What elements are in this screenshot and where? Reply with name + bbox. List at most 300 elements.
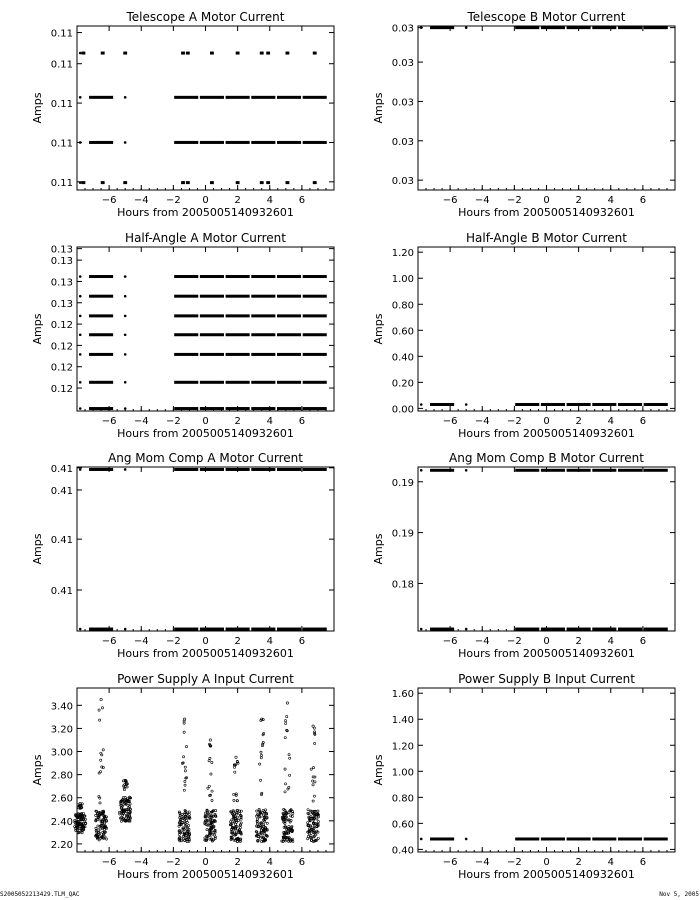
band-dash — [303, 96, 327, 99]
band-dash — [277, 141, 301, 144]
band-dash — [200, 407, 224, 410]
band-dash — [430, 837, 454, 840]
band-dash — [200, 141, 224, 144]
x-tick-label: 2 — [234, 636, 241, 647]
x-tick-label: 4 — [607, 195, 614, 206]
y-tick-label: 1.60 — [391, 689, 414, 701]
x-tick-label: −4 — [133, 857, 149, 868]
data-points — [420, 469, 668, 631]
footer-filename: S2005052213429.TLM_QAC — [0, 891, 80, 898]
scatter-point — [317, 821, 319, 823]
band-mark — [236, 181, 240, 184]
scatter-point — [98, 719, 100, 721]
scatter-point — [100, 819, 102, 821]
band-dash — [515, 837, 539, 840]
scatter-point — [233, 766, 235, 768]
scatter-point — [235, 794, 237, 796]
isolated-point — [79, 295, 82, 298]
band-dash — [89, 468, 113, 471]
scatter-point — [98, 709, 100, 711]
scatter-point — [317, 810, 319, 812]
y-tick-label: 0.13 — [50, 298, 73, 310]
scatter-point — [210, 773, 212, 775]
chart-panel-7 — [31, 672, 334, 881]
band-dash — [430, 628, 454, 631]
band-dash — [303, 314, 327, 317]
band-dash — [567, 26, 591, 29]
band-dash — [251, 295, 275, 298]
scatter-point — [183, 789, 185, 791]
band-dash — [251, 468, 275, 471]
scatter-point — [233, 831, 235, 833]
scatter-point — [262, 814, 264, 816]
y-tick-label: 1.00 — [391, 767, 414, 779]
x-tick-label: −2 — [166, 195, 181, 206]
isolated-point — [124, 181, 127, 184]
chart-title: Power Supply A Input Current — [117, 672, 294, 686]
band-dash — [89, 295, 113, 298]
x-tick-label: −2 — [166, 636, 181, 647]
y-tick-label: 0.41 — [50, 485, 73, 497]
band-dash — [644, 469, 668, 472]
band-dash — [89, 96, 113, 99]
y-tick-label: 0.20 — [391, 378, 414, 390]
band-dash — [303, 468, 327, 471]
scatter-point — [259, 837, 261, 839]
band-dash — [277, 407, 301, 410]
x-tick-label: 6 — [639, 195, 647, 206]
band-dash — [592, 628, 616, 631]
scatter-point — [99, 771, 101, 773]
isolated-point — [420, 628, 423, 631]
scatter-point — [206, 829, 208, 831]
isolated-point — [465, 838, 468, 841]
isolated-point — [79, 468, 82, 471]
band-dash — [226, 628, 250, 631]
band-dash — [89, 314, 113, 317]
scatter-point — [284, 783, 286, 785]
scatter-point — [307, 822, 309, 824]
x-tick-label: 6 — [298, 857, 306, 868]
isolated-point — [79, 315, 82, 318]
isolated-point — [79, 275, 82, 278]
data-points — [79, 275, 327, 410]
x-tick-label: 6 — [298, 416, 306, 427]
x-tick-label: −2 — [166, 857, 181, 868]
x-tick-label: −6 — [101, 636, 117, 647]
band-dash — [277, 353, 301, 356]
y-tick-label: 0.11 — [50, 99, 73, 111]
chart-title: Telescope A Motor Current — [126, 10, 285, 24]
x-tick-label: 2 — [575, 195, 582, 206]
isolated-point — [124, 295, 127, 298]
isolated-point — [465, 469, 468, 472]
band-dash — [200, 96, 224, 99]
y-tick-label: 3.40 — [50, 701, 73, 713]
scatter-point — [95, 814, 97, 816]
band-dash — [226, 96, 250, 99]
band-dash — [277, 628, 301, 631]
y-tick-label: 0.11 — [50, 138, 73, 150]
band-dash — [89, 628, 113, 631]
band-dash — [89, 275, 113, 278]
band-dash — [618, 403, 642, 406]
x-tick-label: −2 — [507, 857, 522, 868]
y-tick-label: 0.11 — [50, 59, 73, 71]
band-dash — [200, 275, 224, 278]
scatter-point — [184, 784, 186, 786]
x-tick-label: 0 — [202, 416, 209, 427]
isolated-point — [79, 181, 82, 184]
chart-title: Ang Mom Comp A Motor Current — [108, 451, 303, 465]
scatter-point — [256, 810, 258, 812]
x-tick-label: 0 — [543, 636, 550, 647]
scatter-point — [184, 770, 186, 772]
band-dash — [174, 295, 198, 298]
band-mark — [266, 181, 270, 184]
scatter-peak-point — [312, 725, 314, 727]
y-tick-label: 0.40 — [391, 352, 414, 364]
scatter-point — [314, 781, 316, 783]
band-dash — [303, 628, 327, 631]
scatter-point — [284, 791, 286, 793]
x-tick-label: 4 — [266, 857, 273, 868]
x-tick-label: 2 — [575, 636, 582, 647]
scatter-peak-point — [235, 756, 237, 758]
band-dash — [277, 275, 301, 278]
x-tick-label: 2 — [234, 416, 241, 427]
y-tick-label: 0.12 — [50, 362, 73, 374]
scatter-point — [233, 799, 235, 801]
y-tick-label: 1.00 — [391, 274, 414, 286]
chart-panel-8 — [372, 672, 675, 881]
band-mark — [101, 52, 105, 55]
y-tick-label: 2.20 — [50, 839, 73, 851]
band-dash — [89, 407, 113, 410]
band-dash — [541, 403, 565, 406]
scatter-point — [185, 746, 187, 748]
y-axis-label: Amps — [372, 754, 385, 786]
scatter-point — [266, 822, 268, 824]
y-tick-label: 0.11 — [50, 28, 73, 40]
y-tick-label: 0.41 — [50, 586, 73, 597]
scatter-point — [284, 736, 286, 738]
y-tick-label: 0.41 — [50, 535, 73, 547]
band-dash — [174, 353, 198, 356]
scatter-point — [307, 809, 309, 811]
band-dash — [515, 26, 539, 29]
x-tick-label: 2 — [234, 195, 241, 206]
x-tick-label: 4 — [266, 416, 273, 427]
y-tick-label: 0.19 — [391, 477, 414, 489]
data-points — [79, 52, 327, 185]
y-tick-label: 2.60 — [50, 793, 73, 805]
y-tick-label: 0.03 — [391, 97, 414, 109]
band-dash — [618, 837, 642, 840]
scatter-point — [100, 759, 102, 761]
scatter-point — [184, 780, 186, 782]
x-tick-label: −2 — [166, 416, 181, 427]
x-tick-label: 4 — [607, 416, 614, 427]
band-dash — [592, 403, 616, 406]
band-dash — [277, 468, 301, 471]
plot-frame — [418, 467, 675, 631]
band-dash — [251, 333, 275, 336]
scatter-point — [215, 809, 217, 811]
band-dash — [174, 407, 198, 410]
chart-title: Half-Angle A Motor Current — [125, 231, 286, 245]
x-tick-label: −6 — [101, 416, 117, 427]
x-tick-label: −6 — [442, 636, 458, 647]
x-tick-label: 2 — [575, 416, 582, 427]
scatter-point — [312, 767, 314, 769]
y-tick-label: 0.13 — [50, 256, 73, 268]
scatter-point — [312, 784, 314, 786]
y-tick-label: 0.18 — [391, 579, 414, 591]
band-mark — [266, 52, 270, 55]
band-mark — [210, 181, 214, 184]
x-tick-label: 2 — [575, 857, 582, 868]
y-tick-label: 0.19 — [391, 528, 414, 540]
band-dash — [251, 275, 275, 278]
scatter-point — [307, 838, 309, 840]
y-axis-label: Amps — [31, 313, 44, 345]
scatter-point — [289, 774, 291, 776]
band-dash — [567, 837, 591, 840]
plot-frame — [418, 688, 675, 852]
scatter-point — [211, 761, 213, 763]
scatter-point — [234, 771, 236, 773]
isolated-point — [124, 381, 127, 384]
scatter-point — [182, 756, 184, 758]
y-tick-label: 0.12 — [50, 320, 73, 332]
y-tick-label: 0.60 — [391, 326, 414, 338]
scatter-point — [314, 742, 316, 744]
band-dash — [251, 407, 275, 410]
x-tick-label: 0 — [202, 857, 209, 868]
y-tick-label: 0.00 — [391, 404, 414, 416]
band-dash — [89, 333, 113, 336]
band-mark — [260, 181, 264, 184]
x-tick-label: −4 — [133, 636, 149, 647]
scatter-point — [208, 760, 210, 762]
isolated-point — [124, 353, 127, 356]
scatter-point — [260, 757, 262, 759]
y-tick-label: 0.40 — [391, 845, 414, 857]
isolated-point — [79, 96, 82, 99]
isolated-point — [420, 403, 423, 406]
isolated-point — [420, 838, 423, 841]
y-tick-label: 2.40 — [50, 816, 73, 828]
scatter-point — [260, 754, 262, 756]
x-tick-label: −6 — [101, 857, 117, 868]
band-dash — [618, 469, 642, 472]
chart-title: Telescope B Motor Current — [467, 10, 626, 24]
x-tick-label: 6 — [298, 195, 306, 206]
band-dash — [174, 381, 198, 384]
band-dash — [200, 333, 224, 336]
y-tick-label: 0.12 — [50, 384, 73, 396]
y-axis-label: Amps — [372, 313, 385, 345]
band-mark — [285, 52, 289, 55]
x-tick-label: −6 — [442, 195, 458, 206]
x-tick-label: 4 — [266, 195, 273, 206]
band-dash — [592, 26, 616, 29]
scatter-point — [259, 779, 261, 781]
scatter-point — [236, 816, 238, 818]
chart-panel-5 — [31, 451, 334, 660]
scatter-point — [256, 823, 258, 825]
isolated-point — [465, 403, 468, 406]
isolated-point — [124, 333, 127, 336]
band-dash — [277, 333, 301, 336]
plot-frame — [418, 26, 675, 190]
x-tick-label: 4 — [266, 636, 273, 647]
band-mark — [186, 181, 190, 184]
band-dash — [515, 628, 539, 631]
isolated-point — [79, 52, 82, 55]
band-dash — [251, 628, 275, 631]
scatter-point — [307, 835, 309, 837]
y-axis-label: Amps — [31, 92, 44, 124]
x-tick-label: 0 — [202, 636, 209, 647]
scatter-point — [260, 751, 262, 753]
band-dash — [251, 141, 275, 144]
band-mark — [313, 52, 317, 55]
y-axis-label: Amps — [372, 92, 385, 124]
band-dash — [644, 403, 668, 406]
y-tick-label: 2.80 — [50, 770, 73, 782]
band-dash — [200, 353, 224, 356]
scatter-point — [211, 799, 213, 801]
x-tick-label: −4 — [474, 416, 490, 427]
band-dash — [200, 468, 224, 471]
x-tick-label: −4 — [474, 857, 490, 868]
x-tick-label: −6 — [442, 416, 458, 427]
scatter-point — [259, 763, 261, 765]
scatter-point — [289, 757, 291, 759]
band-dash — [200, 295, 224, 298]
y-tick-label: 0.60 — [391, 819, 414, 831]
x-axis-label: Hours from 2005005140932601 — [117, 427, 294, 440]
data-points — [79, 468, 327, 631]
scatter-peak-point — [286, 702, 288, 704]
plot-frame — [77, 688, 334, 852]
x-tick-label: 4 — [607, 636, 614, 647]
y-tick-label: 1.20 — [391, 248, 414, 260]
scatter-point — [233, 793, 235, 795]
band-dash — [277, 295, 301, 298]
isolated-point — [124, 141, 127, 144]
band-dash — [303, 353, 327, 356]
isolated-point — [124, 315, 127, 318]
band-mark — [181, 52, 185, 55]
isolated-point — [465, 628, 468, 631]
x-tick-label: −6 — [442, 857, 458, 868]
band-dash — [200, 628, 224, 631]
x-axis-label: Hours from 2005005140932601 — [458, 206, 635, 219]
y-tick-label: 3.20 — [50, 724, 73, 736]
y-tick-label: 1.20 — [391, 741, 414, 753]
x-tick-label: 0 — [543, 857, 550, 868]
band-dash — [303, 275, 327, 278]
isolated-point — [465, 26, 468, 29]
band-dash — [644, 837, 668, 840]
band-dash — [226, 381, 250, 384]
data-points — [74, 698, 320, 842]
isolated-point — [420, 469, 423, 472]
chart-title: Ang Mom Comp B Motor Current — [449, 451, 644, 465]
isolated-point — [124, 96, 127, 99]
y-tick-label: 0.13 — [50, 244, 73, 256]
band-dash — [251, 353, 275, 356]
scatter-point — [285, 722, 287, 724]
chart-panel-6 — [372, 451, 675, 660]
x-tick-label: −2 — [507, 636, 522, 647]
x-tick-label: 6 — [639, 636, 647, 647]
x-tick-label: 6 — [639, 857, 647, 868]
band-dash — [592, 837, 616, 840]
scatter-point — [261, 792, 263, 794]
isolated-point — [124, 52, 127, 55]
band-dash — [174, 275, 198, 278]
y-axis-label: Amps — [31, 754, 44, 786]
band-dash — [303, 295, 327, 298]
y-tick-label: 0.13 — [50, 277, 73, 289]
chart-panel-3 — [31, 231, 334, 440]
x-tick-label: 4 — [607, 857, 614, 868]
x-axis-label: Hours from 2005005140932601 — [458, 647, 635, 660]
band-dash — [303, 381, 327, 384]
band-dash — [89, 141, 113, 144]
isolated-point — [124, 407, 127, 410]
x-tick-label: 6 — [639, 416, 647, 427]
band-dash — [200, 381, 224, 384]
plot-frame — [418, 247, 675, 411]
scatter-point — [105, 838, 107, 840]
band-mark — [236, 52, 240, 55]
band-dash — [226, 275, 250, 278]
band-dash — [89, 381, 113, 384]
plot-frame — [77, 247, 334, 411]
band-dash — [430, 403, 454, 406]
band-dash — [303, 407, 327, 410]
scatter-point — [207, 787, 209, 789]
x-axis-label: Hours from 2005005140932601 — [117, 868, 294, 881]
y-tick-label: 3.00 — [50, 747, 73, 759]
scatter-point — [183, 731, 185, 733]
x-tick-label: 0 — [202, 195, 209, 206]
band-dash — [430, 469, 454, 472]
band-dash — [515, 403, 539, 406]
band-dash — [251, 96, 275, 99]
band-dash — [277, 96, 301, 99]
band-dash — [541, 628, 565, 631]
scatter-point — [102, 749, 104, 751]
band-dash — [277, 314, 301, 317]
band-dash — [174, 333, 198, 336]
band-dash — [174, 96, 198, 99]
band-mark — [181, 181, 185, 184]
y-tick-label: 0.03 — [391, 136, 414, 148]
scatter-point — [310, 768, 312, 770]
chart-panel-1 — [31, 10, 334, 219]
band-dash — [567, 469, 591, 472]
isolated-point — [124, 628, 127, 631]
band-dash — [515, 469, 539, 472]
band-mark — [260, 52, 264, 55]
band-dash — [251, 314, 275, 317]
